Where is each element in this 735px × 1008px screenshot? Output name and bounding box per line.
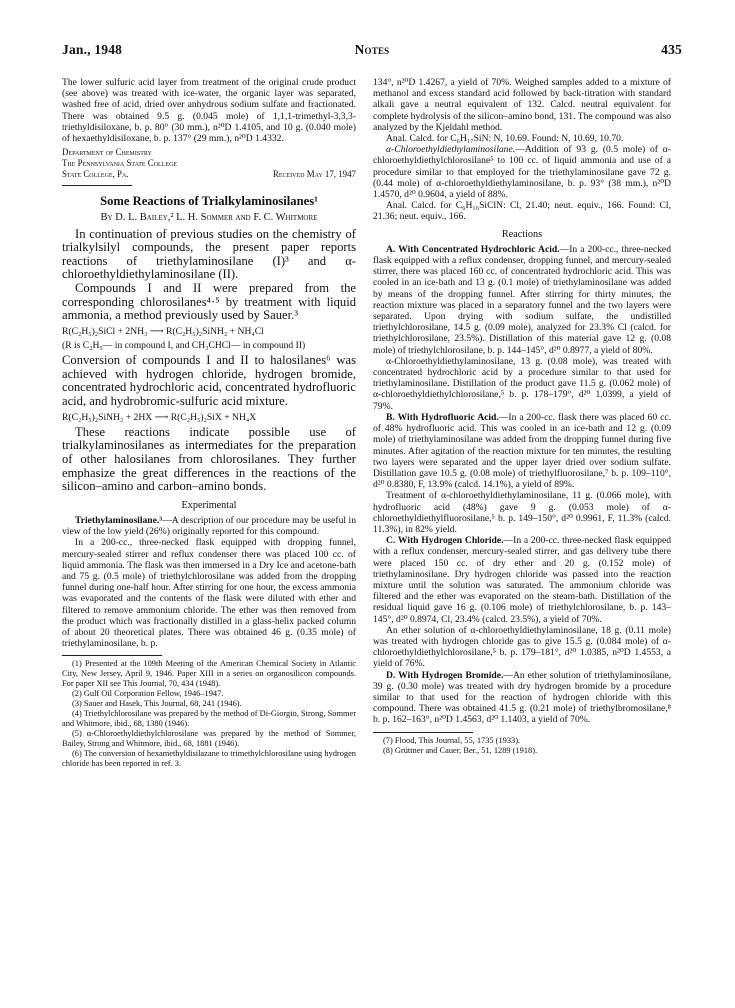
right-paragraph-chloroethyl (373, 144, 671, 200)
reaction-b-text-1: —In a 200-cc. flask there was placed 60 cc. of 48% hydrofluoric acid. This was cooled in an ice-bath and 12 g. (0.09 mole) of triethylaminosilane was added from the dropping funnel during five minutes. After agitation of the reaction mixture for ten minutes, the resulting two layers were separated and the upper layer dried over sodium sulfate. Distillation gave 10.5 g. (0.08 mole) of triethylfluorosilane,⁷ b. p. 109–110°, d²⁰ 0.8380, F, 13.9% (calcd. 14.1%), a yield of 89%. (373, 411, 671, 491)
footnote-4: (4) Triethylchlorosilane was prepared by the method of Di-Giorgio, Strong, Sommer and Whitmore, ibid., 68, 1380 (1946). (62, 709, 356, 729)
chloroethyl-subheading: α-Chloroethyldiethylaminosilane. (386, 144, 516, 156)
reaction-a-heading: A. With Concentrated Hydrochloric Acid. (386, 243, 560, 255)
footnote-3: (3) Sauer and Hasek, This Journal, 68, 241 (1946). (72, 699, 242, 709)
affiliation-location-row (62, 169, 356, 180)
reaction-d-text-1: —An ether solution of triethylaminosilane, 39 g. (0.30 mole) was treated with dry hydrogen bromide by a procedure similar to that used for the reaction of hydrogen chloride with this compound. There was obtained 41.5 g. (0.21 mole) of triethylbromosilane,⁸ b. p. 162–163°, n²⁰D 1.4563, d²⁰ 1.1403, a yield of 70%. (373, 669, 672, 726)
footnote-2: (2) Gulf Oil Corporation Fellow, 1946–1947. (72, 689, 224, 699)
article-divider (62, 185, 132, 186)
received-date: Received May 17, 1947 (272, 169, 356, 180)
footnote-6: (6) The conversion of hexamethyldisilazane to trimethylchlorosilane using hydrogen chloride has been reported in ref. 3. (62, 749, 356, 769)
reaction-d-paragraph-1 (373, 670, 671, 726)
intro-paragraph-2: Compounds I and II were prepared from the corresponding chlorosilanes⁴·⁵ by treatment with liquid ammonia, a method previously used by Sauer.³ (62, 281, 356, 323)
experimental-paragraph-2: In a 200-cc., three-necked flask equipped with dropping funnel, mercury-sealed stirrer and reflux condenser there was placed 100 cc. of liquid ammonia. The flask was then immersed in a Dry Ice and acetone-bath and 75 g. (0.5 mole) of triethylchlorosilane was added from the dropping funnel during one-half hour. After stirring for one hour, the excess ammonia was evaporated and the contents of the flask were diluted with ether and filtered to remove ammonium chloride. The ether was then removed from the product which was fractionally distilled in a glass-helix packed column of about 20 theoretical plates. There was obtained 46 g. (0.35 mole) of triethylaminosilane, b. p. (62, 537, 356, 650)
right-paragraph-1: 134°, n²⁰D 1.4267, a yield of 70%. Weighed samples added to a mixture of methanol and excess standard acid followed by back-titration with standard alkali gave a neutral equivalent of 132. Calcd. neutral equivalent for complete hydrolysis of the silicon–amino bond, 131. The compound was also analyzed by the Kjeldahl method. (373, 77, 671, 133)
section-heading-experimental: Experimental (181, 499, 237, 511)
intro-paragraph-1: In continuation of previous studies on the chemistry of trialkylsilyl compounds, the present paper reports reactions of triethylaminosilane (I)³ and α-chloroethyldiethylaminosilane (II). (62, 226, 356, 282)
equation-2: R(C₂H₅)₂SiNH₂ + 2HX ⟶ R(C₂H₅)₂SiX + NH₄X (62, 411, 257, 423)
footnote-7: (7) Flood, This Journal, 55, 1735 (1933). (383, 735, 521, 745)
header-date: Jan., 1948 (62, 42, 123, 57)
reaction-c-heading: C. With Hydrogen Chloride. (386, 535, 504, 547)
reaction-b-paragraph-2: Treatment of α-chloroethyldiethylaminosilane, 11 g. (0.066 mole), with hydrofluoric acid (48%) gave 9 g. (0.053 mole) of α-chloroethyldiethylfluorosilane,⁵ b. p. 149–150°, d²⁰ 0.9961, F, 11.3% (calcd. 11.3%), in 82% yield. (373, 490, 671, 535)
article-byline: By D. L. Bailey,² L. H. Sommer and F. C. Whitmore (100, 212, 318, 224)
section-heading-reactions: Reactions (501, 228, 543, 240)
reaction-c-paragraph-1 (373, 535, 671, 625)
reaction-a-paragraph-1 (373, 244, 671, 356)
reaction-c-text-1: —In a 200-cc. three-necked flask equipped with a reflux condenser, mercury-sealed stirrer, and gas delivery tube there were placed 150 cc. of dry ether and 20 g. (0.152 mole) of triethylaminosilane. Dry hydrogen chloride was passed into the reaction mixture until the solution was saturated. The ammonium chloride was filtered and the ether was evaporated on the steam-bath. Distillation of the residual liquid gave 16 g. (0.106 mole) of triethylchlorosilane, b. p. 143–145°, d²⁰ 0.8974, Cl, 23.4% (calcd. 23.5%), a yield of 70%. (373, 535, 671, 625)
experimental-text-1: —A description of our procedure may be useful in view of the low yield (26%) originally reported for this compound. (62, 514, 356, 538)
footnote-divider (62, 655, 162, 656)
reaction-d-heading: D. With Hydrogen Bromide. (386, 669, 504, 681)
right-column (373, 77, 671, 756)
affiliation-city: State College, Pa. (62, 169, 129, 180)
experimental-subheading: Triethylaminosilane.³ (75, 514, 163, 526)
reaction-a-text-1: —In a 200-cc., three-necked flask equipped with a reflux condenser, dropping funnel, and mercury-sealed stirrer, there was placed 160 cc. of concentrated hydrochloric acid. This was cooled in an ice-bath and 13 g. (0.1 mole) of triethylaminosilane was added by means of the dropping funnel. After stirring for thirty minutes, the reaction mixture was placed in a separatory funnel and the two layers were separated. Upon drying with sodium sulfate, the undistilled triethylchlorosilane, 14.5 g. (0.09 mole), analyzed for 23.3% Cl (calcd. for triethylchlorosilane, 23.5%). Distillation of this material gave 12 g. (0.08 mole) of triethylchlorosilane, b. p. 144–145°, d²⁰ 0.8977, a yield of 80%. (373, 243, 671, 356)
footnote-5: (5) α-Chloroethyldiethylchlorosilane was prepared by the method of Sommer, Bailey, Strong and Whitmore, ibid., 68, 1881 (1946). (62, 729, 356, 749)
intro-paragraph-3: Conversion of compounds I and II to halosilanes⁶ was achieved with hydrogen chloride, hydrogen bromide, concentrated hydrochloric acid, concentrated hydrofluoric acid, and hydrobromic-sulfuric acid mixture. (62, 353, 356, 408)
reaction-b-paragraph-1 (373, 412, 671, 490)
experimental-paragraph-1 (62, 515, 356, 537)
chloroethyl-text: —Addition of 93 g. (0.5 mole) of α-chloroethyldiethylchlorosilane⁵ to 100 cc. of liquid ammonia and use of a procedure similar to that employed for the triethylaminosilane gave 72 g. (0.44 mole) of α-chloroethyldiethylaminosilane, b. p. 93° (38 mm.), n²⁰D 1.4570, d²⁰ 0.9604, a yield of 88%. (373, 144, 671, 201)
reaction-c-paragraph-2: An ether solution of α-chloroethyldiethylaminosilane, 18 g. (0.11 mole) was treated with hydrogen chloride gas to give 15.5 g. (0.084 mole) of α-chloroethyldiethylchlorosilane,⁵ b. p. 179–181°, d²⁰ 1.0385, n²⁰D 1.4553, a yield of 76%. (373, 624, 671, 670)
footnote-8: (8) Grüttner and Cauer, Ber., 51, 1289 (1918). (383, 745, 538, 755)
footnote-1: (1) Presented at the 109th Meeting of the American Chemical Society in Atlantic City, New Jersey, April 9, 1946. Paper XIII in a series on organosilicon compounds. For paper XII see This Journal, 70, 434 (1948). (62, 659, 356, 689)
affiliation-college: The Pennsylvania State College (62, 158, 178, 169)
affiliation-department: Department of Chemistry (62, 147, 152, 158)
footnote-divider-right (373, 732, 473, 733)
intro-paragraph-4: These reactions indicate possible use of trialkylaminosilanes as intermediates for the preparation of other halosilanes from chlorosilanes. They further emphasize the great differences in the reactions of the silicon–amino and carbon–amino bonds. (62, 424, 356, 494)
article-title: Some Reactions of Trialkylaminosilanes¹ (100, 194, 318, 209)
preceding-article-paragraph: The lower sulfuric acid layer from treatment of the original crude product (see above) was treated with ice-water, the organic layer was separated, washed free of acid, dried over anhydrous sodium sulfate and fractionated. There was obtained 9.5 g. (0.045 mole) of 1,1,1-trimethyl-3,3,3-triethyldisiloxane, b. p. 80° (30 mm.), n²⁰D 1.4105, and 10 g. (0.040 mole) of hexaethyldisiloxane, b. p. 137° (29 mm.), n²⁰D 1.4332. (62, 77, 356, 145)
reaction-b-heading: B. With Hydrofluoric Acid. (386, 411, 499, 423)
header-section: Notes (354, 42, 390, 57)
left-column (62, 77, 356, 769)
equation-1: R(C₂H₅)₂SiCl + 2NH₃ ⟶ R(C₂H₅)₂SiNH₂ + NH₄Cl (62, 325, 264, 337)
page-number: 435 (661, 42, 682, 57)
reaction-a-paragraph-2: α-Chloroethyldiethylaminosilane, 13 g. (0.08 mole), was treated with concentrated hydrochloric acid by a procedure similar to that used for triethylaminosilane. Distillation of the product gave 11.5 g. (0.062 mole) of α-chloroethyldiethylchlorosilane,⁵ b. p. 178–179°, d²⁰ 1.0399, a yield of 79%. (373, 355, 671, 412)
analysis-2: Anal. Calcd. for C₆H₁₆SiClN: Cl, 21.40; neut. equiv., 166. Found: Cl, 21.36; neut. equiv., 166. (373, 200, 671, 223)
page-header (62, 42, 682, 64)
affiliation-block (62, 147, 356, 180)
equation-1-note: (R is C₂H₅— in compound I, and CH₃CHCl— in compound II) (62, 339, 306, 351)
analysis-1: Anal. Calcd. for C₆H₁₇SiN: N, 10.69. Found: N, 10.69, 10.70. (386, 133, 624, 145)
